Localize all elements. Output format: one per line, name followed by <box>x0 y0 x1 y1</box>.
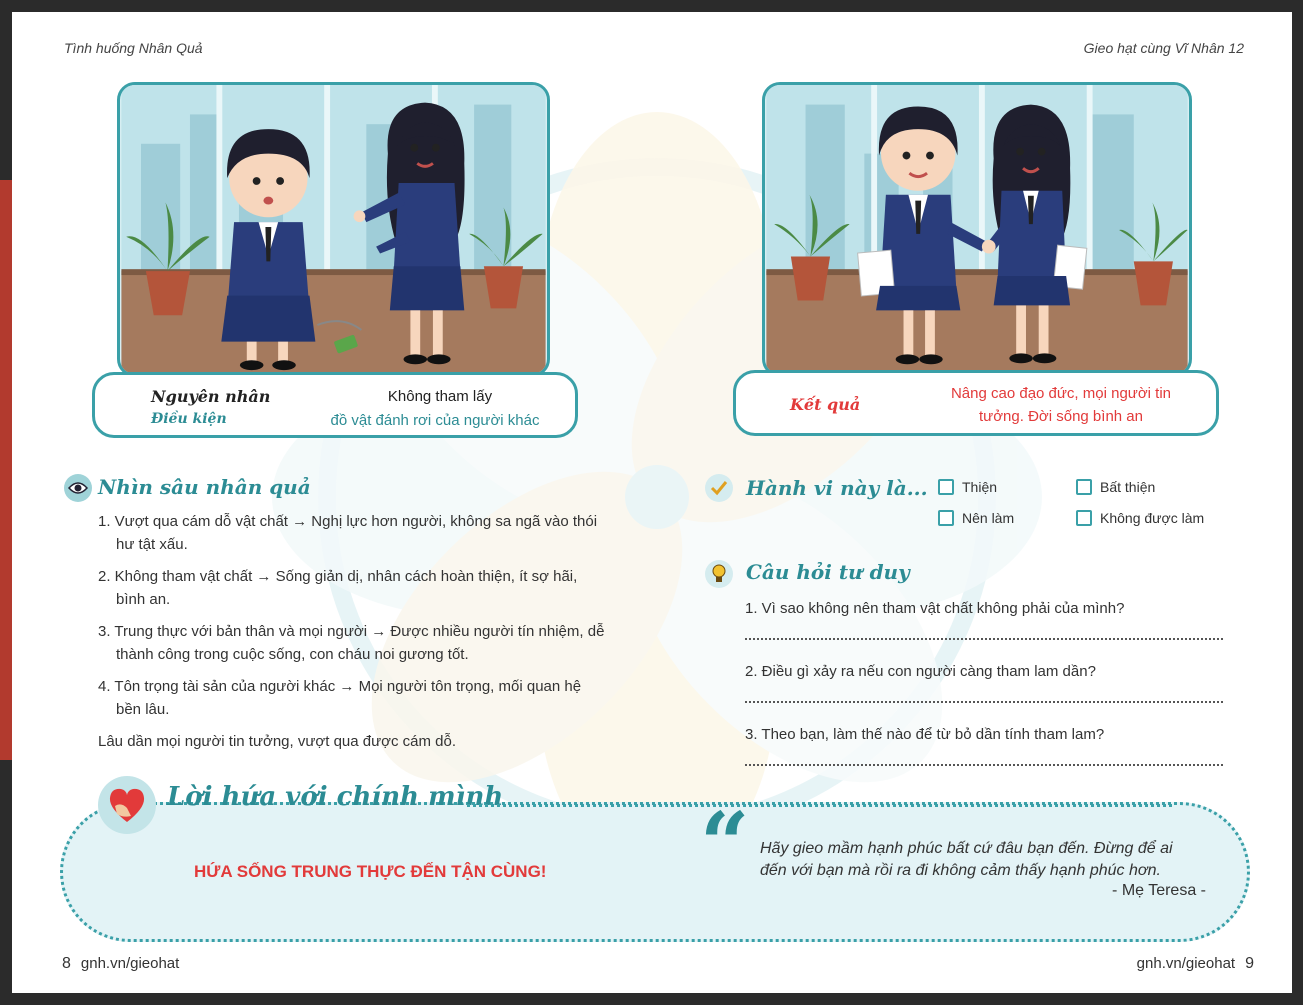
list-item: 1. Vượt qua cám dỗ vật chất → Nghị lực hơn người, không sa ngã vào thói hư tật xấu. <box>98 513 598 553</box>
result-text-line2: tưởng. Đời sống bình an <box>979 408 1143 425</box>
promise-text: HỨA SỐNG TRUNG THỰC ĐẾN TẬN CÙNG! <box>194 862 547 881</box>
behavior-title: Hành vi này là... <box>746 476 928 500</box>
question-2: 2. Điều gì xảy ra nếu con người càng tham lam dần? <box>745 663 1096 680</box>
illustration-result <box>762 82 1192 377</box>
insight-title: Nhìn sâu nhân quả <box>98 475 311 499</box>
result-label: Kết quả <box>790 395 861 414</box>
running-header-right: Gieo hạt cùng Vĩ Nhân 12 <box>1083 40 1244 56</box>
option-label: Không được làm <box>1100 510 1205 526</box>
question-1: 1. Vì sao không nên tham vật chất không phải của mình? <box>745 600 1125 617</box>
answer-line-1[interactable] <box>745 638 1223 640</box>
question-3: 3. Theo bạn, làm thế nào để từ bỏ dần tính tham lam? <box>745 726 1105 743</box>
eye-icon <box>64 474 92 502</box>
footer-url-right[interactable]: gnh.vn/gieohat <box>1136 955 1236 972</box>
quote-mark-icon: “ <box>700 794 750 895</box>
office-scene-dropped-money <box>120 85 547 374</box>
insight-closing: Lâu dần mọi người tin tưởng, vượt qua được cám dỗ. <box>98 733 457 750</box>
behavior-options <box>938 479 1238 539</box>
option-label: Thiện <box>962 479 998 495</box>
answer-line-2[interactable] <box>745 701 1223 703</box>
adjacent-page-edge <box>0 180 12 760</box>
checkbox[interactable] <box>938 510 954 526</box>
page-number-left: 8 <box>62 955 71 972</box>
promise-title-dots <box>467 804 1172 807</box>
answer-line-3[interactable] <box>745 764 1223 766</box>
footer-right <box>1137 955 1264 973</box>
illustration-cause <box>117 82 550 377</box>
lightbulb-icon <box>705 560 733 588</box>
quote-author: - Mẹ Teresa - <box>1112 882 1206 899</box>
cause-label: Nguyên nhân <box>151 387 271 406</box>
list-item: 3. Trung thực với bản thân và mọi người → Được nhiều người tín nhiệm, dễ thành công trong cuộc sống, con cháu noi gương tốt. <box>98 623 605 663</box>
cause-text: Không tham lấy <box>387 388 493 405</box>
thinking-title: Câu hỏi tư duy <box>746 560 910 584</box>
option-should-do[interactable] <box>938 510 1014 526</box>
cause-card <box>92 372 578 438</box>
option-label: Bất thiện <box>1100 479 1156 495</box>
option-good[interactable] <box>938 479 997 495</box>
list-item: 4. Tôn trọng tài sản của người khác → Mọi người tôn trọng, mối quan hệ bền lâu. <box>98 678 582 718</box>
condition-label: Điều kiện <box>151 411 227 427</box>
list-item: 2. Không tham vật chất → Sống giản dị, nhân cách hoàn thiện, ít sợ hãi, bình an. <box>98 568 578 608</box>
footer-left <box>52 955 179 973</box>
option-not-good[interactable] <box>1076 479 1155 495</box>
option-must-not-do[interactable] <box>1076 510 1204 526</box>
checkbox[interactable] <box>938 479 954 495</box>
checkbox[interactable] <box>1076 510 1092 526</box>
footer-url-left[interactable]: gnh.vn/gieohat <box>80 955 180 972</box>
running-header-left: Tình huống Nhân Quả <box>64 40 203 56</box>
result-text-line1: Nâng cao đạo đức, mọi người tin <box>950 385 1172 402</box>
condition-text: đồ vật đánh rơi của người khác <box>330 412 540 429</box>
page-number-right: 9 <box>1245 955 1254 972</box>
office-scene-handshake <box>765 85 1189 374</box>
option-label: Nên làm <box>962 510 1015 526</box>
book-spread <box>12 12 1292 993</box>
checkmark-icon <box>705 474 733 502</box>
result-card <box>733 370 1219 436</box>
quote-text: Hãy gieo mầm hạnh phúc bất cứ đâu bạn đến. Đừng để ai đến với bạn mà rồi ra đi không cảm thấy hạnh phúc hơn. <box>760 840 1173 879</box>
heart-hand-icon <box>98 776 156 834</box>
promise-title: Lời hứa với chính mình <box>167 782 504 812</box>
insight-list <box>98 510 608 753</box>
checkbox[interactable] <box>1076 479 1092 495</box>
